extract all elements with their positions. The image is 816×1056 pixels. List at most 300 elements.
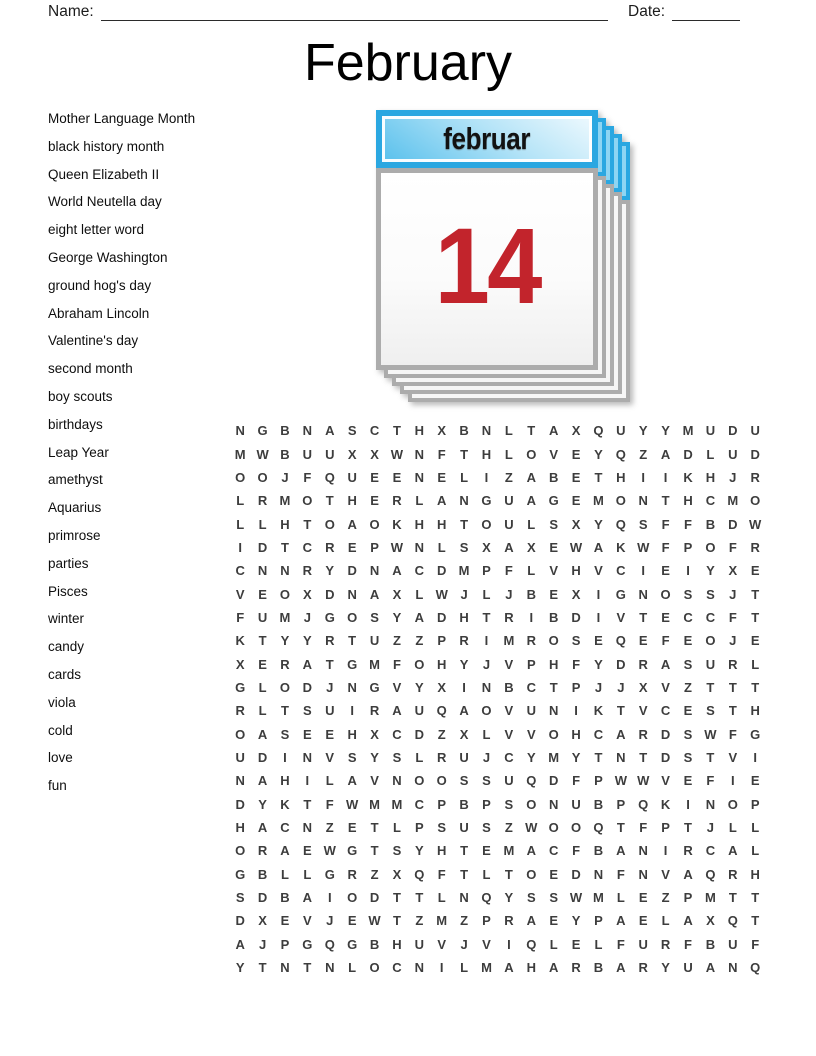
grid-cell: L (728, 820, 737, 836)
grid-cell: D (660, 749, 671, 765)
grid-cell: H (437, 516, 447, 532)
grid-cell: C (705, 609, 716, 625)
grid-cell: H (683, 493, 693, 509)
grid-cell: V (303, 913, 312, 929)
grid-cell: K (235, 633, 245, 649)
grid-cell: A (660, 656, 671, 672)
grid-cell: N (280, 563, 290, 579)
grid-cell: C (280, 820, 290, 836)
grid-cell: V (370, 773, 379, 789)
grid-cell: H (414, 423, 425, 439)
grid-cell: D (235, 913, 245, 929)
grid-cell: G (347, 843, 358, 859)
grid-cell: P (526, 656, 536, 672)
grid-cell: A (526, 913, 536, 929)
grid-cell: B (369, 936, 380, 952)
grid-cell: G (235, 866, 246, 882)
grid-cell: T (415, 890, 424, 906)
word-list-item: love (48, 750, 73, 766)
grid-cell: L (482, 866, 491, 882)
grid-cell: H (705, 469, 716, 485)
grid-cell: S (347, 749, 357, 765)
grid-cell: T (504, 866, 513, 882)
grid-cell: A (369, 586, 380, 602)
grid-cell: L (415, 493, 424, 509)
word-list-item: George Washington (48, 249, 168, 265)
grid-cell: R (347, 866, 357, 882)
grid-cell: F (661, 539, 670, 555)
grid-cell: O (257, 469, 268, 485)
grid-cell: E (661, 563, 670, 579)
grid-cell: N (347, 679, 357, 695)
grid-cell: E (325, 726, 335, 742)
grid-cell: Z (504, 820, 513, 836)
grid-cell: J (326, 913, 334, 929)
grid-cell: V (661, 679, 670, 695)
grid-cell: A (526, 493, 536, 509)
grid-cell: L (415, 749, 424, 765)
grid-cell: J (706, 820, 715, 836)
grid-cell: O (414, 656, 425, 672)
grid-cell: P (683, 890, 693, 906)
grid-cell: L (527, 516, 536, 532)
grid-cell: L (460, 960, 469, 976)
grid-cell: M (593, 890, 604, 906)
grid-cell: H (616, 469, 626, 485)
grid-cell: A (593, 539, 604, 555)
grid-cell: Y (594, 656, 603, 672)
grid-cell: A (504, 539, 514, 555)
grid-cell: D (660, 726, 671, 742)
grid-cell: R (504, 913, 514, 929)
word-list-item: candy (48, 639, 85, 655)
grid-cell: L (348, 960, 357, 976)
word-list-item: birthdays (48, 416, 103, 432)
grid-cell: I (663, 469, 668, 485)
grid-cell: D (302, 679, 313, 695)
grid-cell: E (392, 469, 402, 485)
grid-cell: E (549, 539, 558, 555)
grid-cell: Q (750, 960, 761, 976)
word-list-item: black history month (48, 138, 165, 154)
grid-cell: U (347, 469, 357, 485)
grid-cell: B (705, 516, 716, 532)
grid-cell: H (347, 726, 357, 742)
grid-cell: H (437, 656, 447, 672)
grid-cell: L (504, 423, 513, 439)
grid-cell: C (392, 960, 402, 976)
grid-cell: F (706, 773, 715, 789)
grid-cell: L (527, 563, 536, 579)
grid-cell: R (257, 493, 268, 509)
grid-cell: O (526, 866, 537, 882)
grid-cell: O (481, 703, 492, 719)
grid-cell: C (369, 423, 380, 439)
grid-cell: U (414, 703, 425, 719)
grid-cell: M (727, 493, 739, 509)
grid-cell: T (684, 820, 692, 836)
grid-cell: H (750, 866, 760, 882)
grid-cell: T (258, 960, 267, 976)
grid-cell: U (325, 446, 335, 462)
grid-cell: V (661, 773, 670, 789)
grid-cell: Z (392, 633, 401, 649)
grid-cell: T (460, 516, 469, 532)
grid-cell: I (686, 796, 690, 812)
grid-cell: S (459, 773, 469, 789)
grid-cell: Z (460, 913, 469, 929)
grid-cell: S (683, 726, 693, 742)
grid-cell: R (638, 726, 648, 742)
grid-cell: F (616, 866, 625, 882)
grid-cell: R (459, 633, 469, 649)
word-list-item: ground hog's day (48, 277, 152, 293)
grid-cell: K (392, 516, 402, 532)
grid-cell: N (414, 960, 425, 976)
grid-cell: Q (414, 866, 425, 882)
grid-cell: M (279, 493, 291, 509)
grid-cell: I (350, 703, 354, 719)
grid-cell: G (548, 493, 559, 509)
grid-cell: H (235, 820, 245, 836)
grid-cell: F (392, 656, 401, 672)
grid-cell: N (325, 960, 335, 976)
grid-cell: A (302, 890, 313, 906)
grid-cell: W (637, 539, 650, 555)
grid-cell: R (504, 609, 514, 625)
grid-cell: C (548, 843, 559, 859)
grid-cell: F (616, 936, 625, 952)
grid-cell: D (257, 749, 268, 765)
grid-cell: K (593, 703, 604, 719)
grid-cell: W (637, 773, 650, 789)
grid-cell: A (548, 423, 559, 439)
grid-cell: Y (392, 609, 402, 625)
grid-cell: B (548, 469, 559, 485)
grid-cell: P (616, 796, 626, 812)
grid-cell: U (750, 423, 760, 439)
grid-cell: L (482, 586, 491, 602)
grid-cell: T (706, 749, 715, 765)
grid-cell: U (459, 749, 469, 765)
grid-cell: R (750, 469, 760, 485)
grid-cell: E (303, 843, 312, 859)
grid-cell: H (459, 609, 469, 625)
grid-cell: O (660, 586, 671, 602)
grid-cell: S (706, 586, 715, 602)
grid-cell: U (571, 796, 581, 812)
grid-cell: E (549, 913, 558, 929)
grid-cell: S (482, 773, 491, 789)
grid-cell: I (663, 843, 668, 859)
grid-cell: E (571, 493, 581, 509)
grid-cell: E (638, 633, 648, 649)
name-label: Name: (48, 3, 94, 20)
grid-cell: T (751, 586, 760, 602)
grid-cell: X (437, 679, 447, 695)
grid-cell: Q (615, 446, 626, 462)
word-list-item: Valentine's day (48, 333, 139, 349)
grid-cell: L (706, 446, 715, 462)
grid-cell: I (484, 469, 489, 485)
grid-cell: S (303, 703, 312, 719)
grid-cell: X (571, 516, 581, 532)
grid-cell: Y (258, 796, 267, 812)
grid-cell: D (571, 609, 581, 625)
grid-cell: S (571, 633, 581, 649)
grid-cell: Z (684, 679, 692, 695)
grid-cell: R (325, 633, 335, 649)
grid-cell: P (661, 820, 670, 836)
grid-cell: D (325, 586, 335, 602)
grid-cell: Y (459, 656, 469, 672)
grid-cell: F (684, 516, 692, 532)
word-list-item: Abraham Lincoln (48, 305, 150, 321)
word-list-item: Queen Elizabeth II (48, 166, 160, 182)
grid-cell: Q (436, 703, 447, 719)
grid-cell: L (460, 469, 469, 485)
grid-cell: O (548, 726, 559, 742)
grid-cell: W (346, 796, 359, 812)
grid-cell: I (641, 563, 646, 579)
grid-cell: F (437, 866, 446, 882)
grid-cell: P (280, 936, 290, 952)
grid-cell: V (437, 936, 447, 952)
grid-cell: L (236, 493, 245, 509)
grid-cell: H (526, 960, 536, 976)
grid-cell: W (390, 539, 404, 555)
grid-cell: V (728, 749, 738, 765)
grid-cell: I (574, 703, 578, 719)
grid-cell: F (303, 469, 312, 485)
grid-cell: W (569, 890, 583, 906)
grid-cell: Z (415, 913, 424, 929)
grid-cell: M (682, 423, 694, 439)
grid-cell: N (459, 890, 469, 906)
grid-cell: V (504, 656, 514, 672)
grid-cell: J (258, 936, 267, 952)
grid-cell: D (437, 609, 447, 625)
grid-cell: E (638, 890, 648, 906)
grid-cell: S (370, 609, 379, 625)
grid-cell: X (347, 446, 357, 462)
grid-cell: N (548, 796, 559, 812)
grid-cell: N (280, 960, 290, 976)
word-list-item: Leap Year (48, 444, 109, 460)
grid-cell: A (616, 913, 626, 929)
grid-cell: I (730, 773, 735, 789)
grid-cell: V (504, 703, 514, 719)
grid-cell: U (235, 749, 245, 765)
grid-cell: U (683, 960, 693, 976)
word-list-item: amethyst (48, 472, 103, 488)
grid-cell: A (616, 726, 626, 742)
grid-cell: M (391, 796, 403, 812)
grid-cell: P (437, 633, 447, 649)
grid-cell: N (414, 539, 425, 555)
grid-cell: P (594, 773, 603, 789)
grid-cell: K (683, 469, 693, 485)
grid-cell: J (303, 609, 311, 625)
grid-cell: L (303, 866, 312, 882)
grid-cell: A (459, 703, 469, 719)
grid-cell: U (638, 936, 648, 952)
word-list-item: viola (48, 694, 76, 710)
grid-cell: M (503, 633, 515, 649)
grid-cell: L (482, 726, 491, 742)
grid-cell: M (548, 749, 560, 765)
grid-cell: C (705, 493, 716, 509)
grid-cell: Y (414, 679, 424, 695)
grid-cell: T (639, 609, 648, 625)
grid-cell: D (571, 866, 581, 882)
grid-cell: I (753, 749, 757, 765)
grid-cell: K (660, 796, 671, 812)
grid-cell: J (326, 679, 334, 695)
grid-cell: X (392, 586, 402, 602)
grid-cell: O (615, 493, 626, 509)
grid-cell: Q (638, 796, 649, 812)
grid-cell: R (683, 843, 693, 859)
grid-cell: T (392, 913, 401, 929)
grid-cell: T (594, 749, 603, 765)
grid-cell: H (392, 936, 402, 952)
grid-cell: N (638, 866, 648, 882)
grid-cell: G (347, 656, 358, 672)
grid-cell: I (641, 469, 646, 485)
grid-cell: Z (504, 469, 513, 485)
grid-cell: I (238, 539, 242, 555)
grid-cell: F (504, 563, 513, 579)
grid-cell: J (505, 586, 513, 602)
grid-cell: F (325, 796, 334, 812)
grid-cell: J (729, 633, 737, 649)
grid-cell: Y (706, 563, 715, 579)
grid-cell: H (750, 703, 760, 719)
grid-cell: R (638, 960, 648, 976)
letter-grid (229, 419, 766, 979)
grid-cell: B (280, 446, 290, 462)
grid-cell: U (616, 423, 626, 439)
grid-cell: Y (594, 446, 603, 462)
grid-cell: Y (325, 563, 335, 579)
grid-cell: O (347, 609, 358, 625)
grid-cell: R (728, 866, 738, 882)
grid-cell: P (414, 820, 424, 836)
grid-cell: R (638, 656, 648, 672)
grid-cell: N (481, 679, 492, 695)
grid-cell: Q (593, 423, 604, 439)
grid-cell: I (529, 609, 534, 625)
grid-cell: N (235, 423, 245, 439)
grid-cell: L (258, 703, 267, 719)
grid-cell: E (683, 633, 693, 649)
grid-cell: O (347, 890, 358, 906)
word-list-item: primrose (48, 527, 101, 543)
grid-cell: R (571, 960, 581, 976)
grid-cell: B (459, 796, 469, 812)
grid-cell: N (638, 493, 648, 509)
grid-cell: B (280, 423, 290, 439)
grid-cell: C (302, 539, 313, 555)
grid-cell: Z (639, 446, 648, 462)
grid-cell: F (639, 820, 648, 836)
grid-cell: N (548, 703, 559, 719)
grid-cell: O (436, 773, 447, 789)
grid-cell: J (617, 679, 625, 695)
grid-cell: C (414, 796, 425, 812)
grid-cell: C (616, 563, 626, 579)
grid-cell: M (369, 796, 380, 812)
grid-cell: L (616, 890, 625, 906)
grid-cell: H (280, 516, 290, 532)
grid-cell: X (482, 539, 491, 555)
grid-cell: A (683, 866, 693, 882)
grid-cell: O (705, 633, 716, 649)
grid-cell: R (302, 563, 313, 579)
grid-cell: B (459, 423, 469, 439)
grid-cell: M (704, 890, 716, 906)
grid-cell: D (414, 726, 425, 742)
grid-cell: L (751, 843, 760, 859)
grid-cell: X (370, 446, 379, 462)
grid-cell: O (369, 960, 380, 976)
grid-cell: S (504, 796, 514, 812)
word-list-item: second month (48, 361, 133, 377)
grid-cell: H (571, 563, 581, 579)
grid-cell: A (347, 773, 357, 789)
grid-cell: J (460, 936, 468, 952)
grid-cell: X (706, 913, 715, 929)
grid-cell: E (303, 726, 312, 742)
grid-cell: X (459, 726, 469, 742)
grid-cell: B (504, 679, 514, 695)
grid-cell: E (683, 773, 693, 789)
grid-cell: W (368, 913, 381, 929)
grid-cell: P (437, 796, 447, 812)
grid-cell: T (616, 820, 625, 836)
grid-cell: E (549, 586, 558, 602)
grid-cell: T (258, 633, 267, 649)
grid-cell: W (390, 446, 404, 462)
calendar-month-label: februar (443, 121, 531, 156)
grid-cell: M (436, 913, 448, 929)
grid-cell: T (281, 539, 289, 555)
word-list-item: Aquarius (48, 500, 102, 516)
grid-cell: A (683, 913, 693, 929)
grid-cell: T (751, 890, 760, 906)
grid-cell: T (751, 679, 760, 695)
grid-cell: J (729, 586, 737, 602)
grid-cell: D (750, 446, 760, 462)
grid-cell: O (235, 843, 246, 859)
grid-cell: I (305, 773, 310, 789)
grid-cell: R (257, 843, 268, 859)
grid-cell: O (727, 796, 738, 812)
grid-cell: O (302, 493, 313, 509)
grid-cell: X (370, 726, 379, 742)
grid-cell: C (235, 563, 245, 579)
grid-cell: S (482, 820, 491, 836)
grid-cell: N (481, 423, 492, 439)
grid-cell: S (638, 516, 648, 532)
grid-cell: X (638, 679, 648, 695)
grid-cell: W (323, 843, 336, 859)
grid-cell: A (414, 609, 425, 625)
grid-cell: Y (235, 960, 245, 976)
grid-cell: Z (437, 726, 446, 742)
grid-cell: V (504, 726, 514, 742)
